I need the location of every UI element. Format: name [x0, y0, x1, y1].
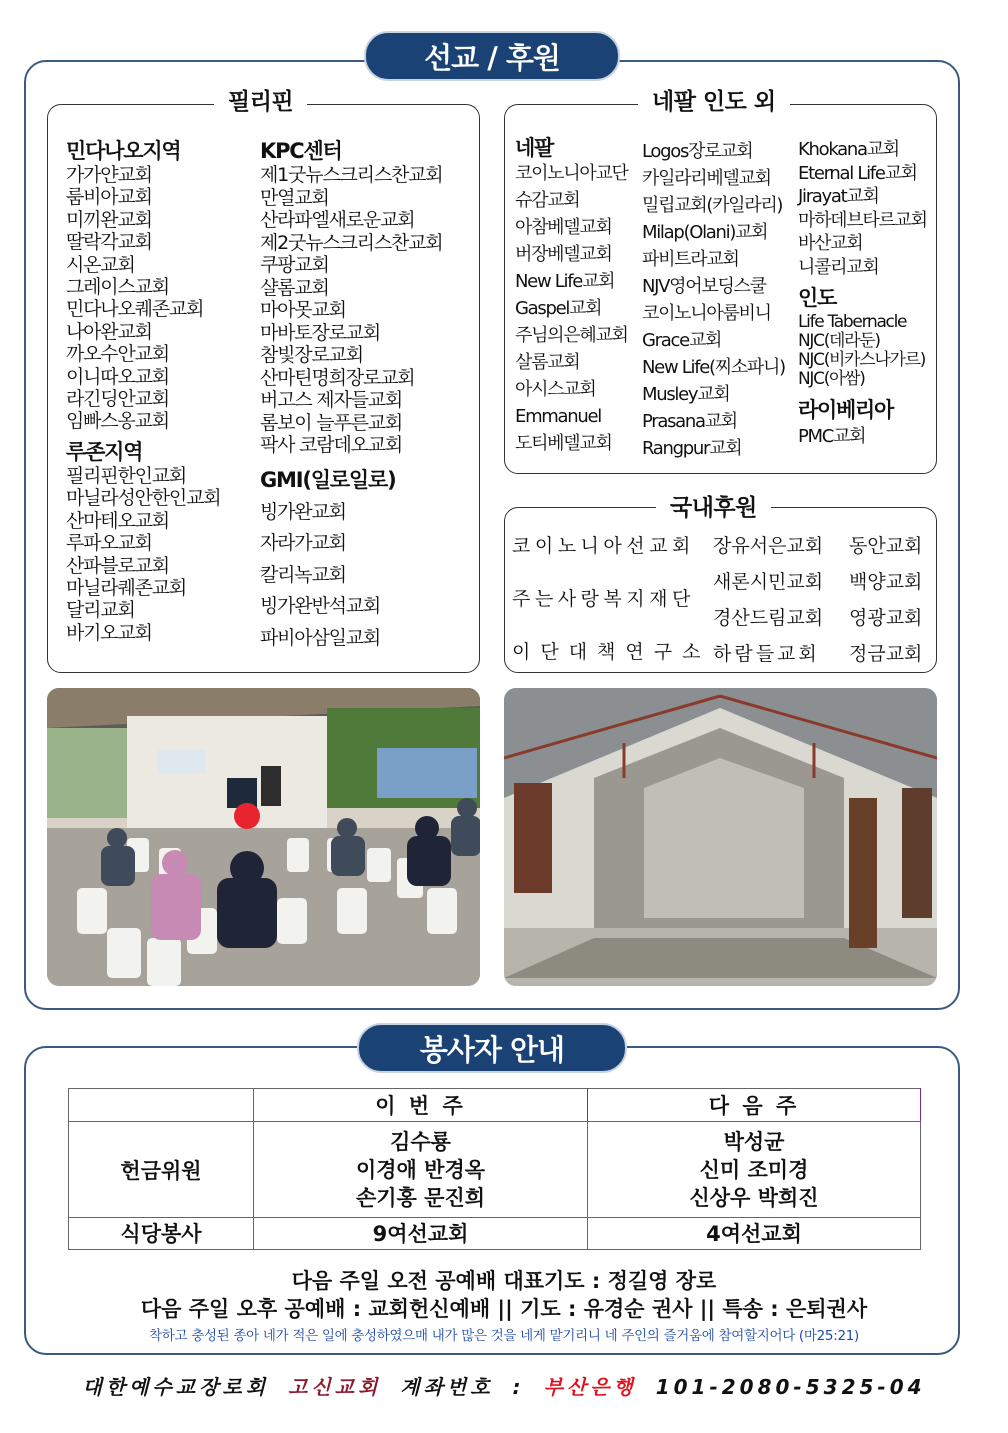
church-list-item: 파비트라교회 — [642, 249, 739, 270]
church-list-item: 쿠팡교회 — [260, 254, 329, 276]
church-list-item: 마바토장로교회 — [260, 321, 381, 344]
church-list-item: NJC(비카스나가르) — [798, 350, 926, 370]
domestic-col-1-item-3: 이단대책연구소 — [512, 641, 711, 663]
church-list-item: Khokana교회 — [798, 139, 899, 160]
church-list-item: 미끼완교회 — [66, 208, 152, 231]
offering-next-week-1: 박성균 — [723, 1129, 785, 1154]
region-luzon-title: 루존지역 — [66, 439, 143, 464]
afternoon-service-note: 다음 주일 오후 공예배 : 교회헌신예배 || 기도 : 유경순 권사 || 특송 : 은퇴권사 — [140, 1297, 868, 1321]
footer-separator: : — [512, 1375, 525, 1399]
philippines-col-1 — [66, 138, 256, 644]
volunteer-table — [68, 1088, 921, 1250]
church-list-item: 달리교회 — [66, 599, 135, 622]
church-list-item: 산마테오교회 — [66, 509, 169, 532]
church-list-item: Gaspel교회 — [515, 298, 602, 319]
domestic-col-3-item-4: 정금교회 — [849, 643, 923, 665]
church-list-item: 밀립교회(카일라리) — [642, 195, 783, 216]
footer-church-name: 고신교회 — [288, 1375, 382, 1399]
church-list-item: 아참베델교회 — [515, 217, 612, 238]
church-interior-illustration — [504, 688, 937, 986]
church-list-item: 임빠스옹교회 — [66, 410, 169, 433]
church-interior-photo — [504, 688, 937, 986]
row-kitchen-next-week: 4여선교회 — [588, 1217, 921, 1249]
church-list-item: 산마틴명희장로교회 — [260, 366, 415, 389]
offering-this-week-3: 손기홍 문진희 — [355, 1185, 486, 1210]
church-list-item: Life Tabernacle — [798, 312, 907, 332]
church-list-item: 루파오교회 — [66, 532, 152, 555]
philippines-col-2 — [260, 138, 470, 654]
church-list-item: 참빛장로교회 — [260, 344, 363, 366]
footer-account-label: 계좌번호 — [400, 1375, 494, 1399]
philippines-title: 필리핀 — [214, 88, 307, 116]
table-corner — [69, 1089, 254, 1122]
domestic-col-3-item-2: 백양교회 — [849, 571, 923, 593]
church-list-item: Grace교회 — [642, 330, 722, 351]
row-offering-label: 헌금위원 — [69, 1122, 254, 1218]
morning-prayer-note: 다음 주일 오전 공예배 대표기도 : 정길영 장로 — [291, 1269, 717, 1293]
footer-bank-info — [0, 1371, 1008, 1400]
church-list-item: 팍사 코람데오교회 — [260, 434, 403, 456]
church-list-item: 민다나오퀘존교회 — [66, 298, 204, 321]
church-list-item: 주님의은혜교회 — [515, 325, 628, 346]
nepal-col-2 — [642, 138, 785, 462]
church-list-item: Jirayat교회 — [798, 186, 879, 207]
church-list-item: 마닐라퀘존교회 — [66, 576, 187, 599]
church-list-item: 슈감교회 — [515, 190, 580, 211]
church-list-item: 딸락각교회 — [66, 231, 152, 254]
church-list-item: 제2굿뉴스크리스찬교회 — [260, 231, 443, 254]
domestic-col-1-item-1: 코이노니아선교회 — [512, 535, 695, 557]
bible-verse: 착하고 충성된 종아 네가 적은 일에 충성하였으매 내가 많은 것을 네게 맡기리니 네 주인의 즐거움에 참여할지어다 (마25:21) — [148, 1328, 860, 1344]
church-list-item: 이니따오교회 — [66, 365, 169, 388]
church-list-item: 만열교회 — [260, 186, 329, 209]
kpc-center-title: KPC센터 — [260, 139, 342, 163]
church-list-item: Logos장로교회 — [642, 141, 753, 162]
domestic-col-2-item-4: 하람들교회 — [713, 643, 820, 665]
church-list-item: 룸비아교회 — [66, 186, 152, 209]
row-offering-next-week — [588, 1122, 921, 1218]
domestic-col-3-item-1: 동안교회 — [849, 535, 923, 557]
row-kitchen-label: 식당봉사 — [69, 1217, 254, 1249]
gmi-title: GMI(일로일로) — [260, 467, 396, 492]
church-list-item: 도티베델교회 — [515, 433, 612, 454]
row-kitchen-this-week: 9여선교회 — [254, 1217, 588, 1249]
church-list-item: 가가얀교회 — [66, 164, 152, 186]
offering-this-week-1: 김수룡 — [390, 1129, 451, 1154]
church-list-item: 니콜리교회 — [798, 256, 879, 278]
church-list-item: 롬보이 늘푸른교회 — [260, 411, 403, 434]
church-list-item: 빙가완반석교회 — [260, 595, 381, 617]
church-list-item: 시온교회 — [66, 253, 135, 276]
church-list-item: 빙가완교회 — [260, 500, 346, 523]
india-heading: 인도 — [798, 286, 836, 310]
church-list-item: 마하데브타르교회 — [798, 209, 927, 231]
church-list-item: 라긴딩안교회 — [66, 388, 169, 411]
footer-bank-name: 부산은행 — [543, 1375, 637, 1399]
church-list-item: 나아완교회 — [66, 320, 152, 343]
church-list-item: 산라파엘새로운교회 — [260, 209, 415, 231]
worship-gathering-illustration — [47, 688, 480, 986]
volunteer-title: 봉사자 안내 — [357, 1023, 627, 1073]
nepal-col-3 — [798, 138, 927, 449]
offering-next-week-3: 신상우 박희진 — [689, 1185, 819, 1210]
church-list-item: 자라가교회 — [260, 532, 346, 554]
church-list-item: NJC(데라둔) — [798, 331, 880, 351]
church-list-item: 살롬교회 — [515, 352, 580, 373]
church-list-item: 까오수안교회 — [66, 343, 169, 366]
church-list-item: 마아못교회 — [260, 299, 346, 321]
domestic-col-2-item-1: 장유서은교회 — [713, 535, 824, 557]
church-list-item: Musley교회 — [642, 384, 730, 405]
church-list-item: 버고스 제자들교회 — [260, 389, 403, 411]
church-list-item: Milap(Olani)교회 — [642, 222, 768, 243]
domestic-col-2-item-2: 새론시민교회 — [713, 571, 824, 593]
church-list-item: Rangpur교회 — [642, 438, 742, 459]
church-list-item: PMC교회 — [798, 426, 866, 447]
church-list-item: 그레이스교회 — [66, 276, 169, 299]
church-list-item: NJC(아쌈) — [798, 369, 865, 389]
church-list-item: Eternal Life교회 — [798, 162, 917, 184]
offering-next-week-2: 신미 조미경 — [699, 1157, 809, 1182]
church-list-item: 산파블로교회 — [66, 554, 169, 577]
church-list-item: New Life교회 — [515, 271, 615, 292]
church-list-item: 칼리녹교회 — [260, 563, 346, 586]
church-list-item: 버장베델교회 — [515, 244, 612, 265]
church-list-item: 아시스교회 — [515, 379, 596, 400]
church-list-item: Prasana교회 — [642, 411, 737, 432]
domestic-col-1-item-2: 주는사랑복지재단 — [512, 588, 695, 610]
church-list-item: 파비아삼일교회 — [260, 626, 381, 649]
church-list-item: New Life(찌소파니) — [642, 357, 785, 378]
footer-account-number: 101-2080-5325-04 — [655, 1375, 926, 1399]
row-offering-this-week — [254, 1122, 588, 1218]
domestic-col-3-item-3: 영광교회 — [849, 607, 923, 629]
footer-denomination: 대한예수교장로회 — [82, 1375, 270, 1399]
church-list-item: 코이노니아교단 — [515, 163, 628, 184]
liberia-heading: 라이베리아 — [798, 398, 893, 422]
mission-title: 선교 / 후원 — [364, 31, 620, 81]
domestic-title: 국내후원 — [656, 494, 771, 522]
church-list-item: NJV영어보딩스쿨 — [642, 276, 766, 297]
offering-this-week-2: 이경애 반경옥 — [355, 1157, 486, 1182]
church-list-item: 마닐라성안한인교회 — [66, 487, 221, 510]
header-next-week: 다 음 주 — [588, 1089, 921, 1122]
church-list-item: 바기오교회 — [66, 621, 152, 644]
church-list-item: 제1굿뉴스크리스찬교회 — [260, 164, 443, 186]
church-list-item: 코이노니아룸비니 — [642, 303, 771, 324]
domestic-col-2-item-3: 경산드림교회 — [713, 607, 824, 629]
church-list-item: Emmanuel — [515, 406, 601, 427]
church-list-item: 바산교회 — [798, 233, 863, 254]
nepal-heading: 네팔 — [515, 136, 553, 160]
church-list-item: 필리핀한인교회 — [66, 464, 187, 487]
church-list-item: 샬롬교회 — [260, 276, 329, 299]
nepal-col-1 — [515, 136, 628, 457]
church-list-item: 카일라리베델교회 — [642, 168, 771, 189]
nepal-title: 네팔 인도 외 — [638, 88, 790, 116]
worship-gathering-photo — [47, 688, 480, 986]
region-mindanao-title: 민다나오지역 — [66, 139, 181, 163]
header-this-week: 이 번 주 — [254, 1089, 588, 1122]
